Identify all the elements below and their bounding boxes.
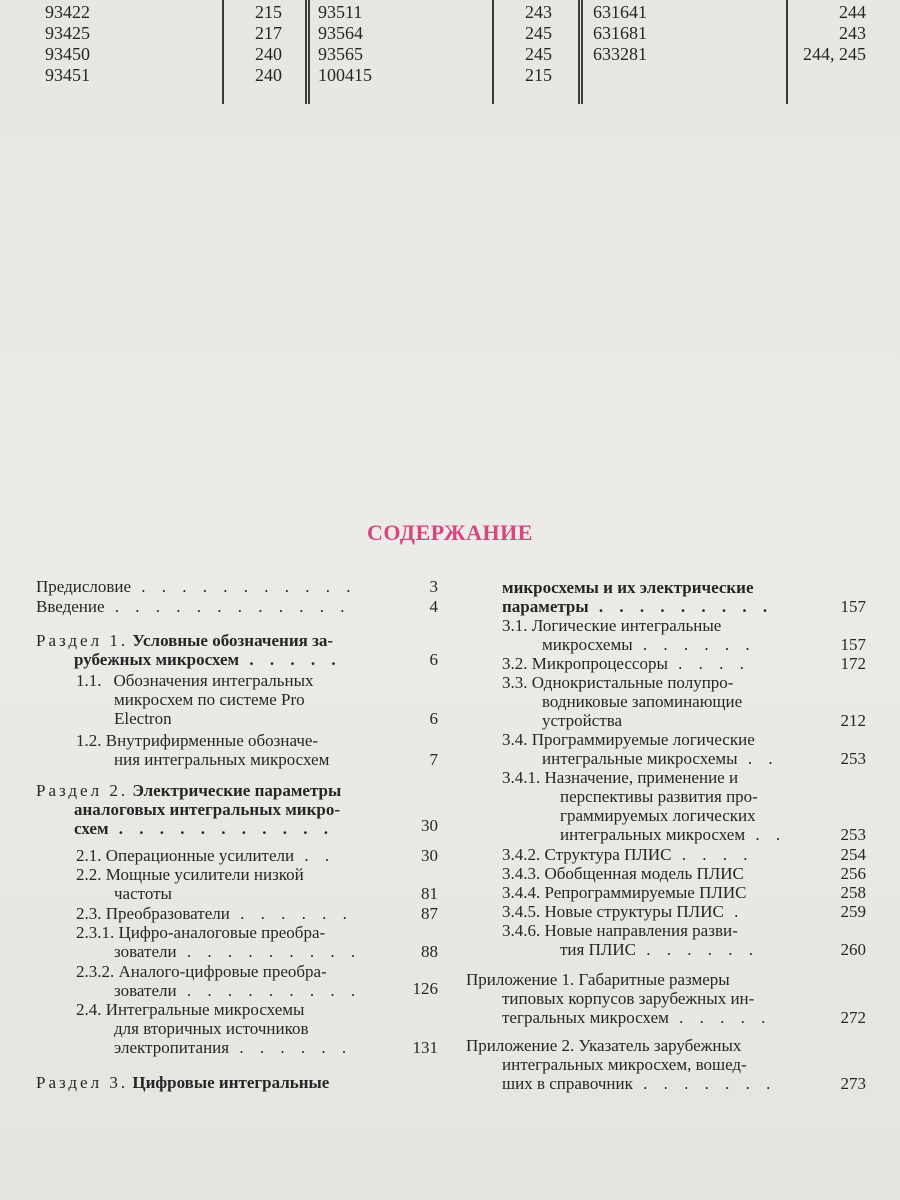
toc-entry-section-2: Раздел 2. Электрические параметры аналоговых интегральных микро- схем . . . . . . . . . . .: [36, 781, 342, 838]
toc-page-number: 4: [429, 597, 438, 616]
toc-page-number: 126: [412, 979, 438, 998]
toc-entry-number: 3.4.1.: [502, 768, 541, 787]
toc-entry-title-cont: Electron: [114, 709, 172, 728]
toc-entry-title-cont: схем: [74, 819, 109, 838]
toc-page-number: 253: [840, 825, 866, 844]
toc-page-number: 157: [840, 635, 866, 654]
index-page: 243: [525, 2, 552, 22]
column-divider: [578, 0, 583, 104]
toc-entry-3-3: [502, 673, 808, 730]
toc-section-prefix: Приложение 2.: [466, 1036, 575, 1055]
toc-entry-title: Габаритные размеры: [578, 970, 730, 989]
toc-entry-title-cont: электропитания: [114, 1038, 230, 1057]
toc-entry-number: 2.4.: [76, 1000, 102, 1019]
toc-page-number: 7: [429, 750, 438, 769]
toc-entry-title: Мощные усилители низкой: [105, 865, 304, 884]
toc-entry-title: Электрические параметры: [132, 781, 342, 800]
toc-entry-section-3-cont: микросхемы и их электрические параметры . . . . . . . . .: [502, 578, 774, 616]
index-page: 217: [255, 23, 282, 43]
toc-entry-number: 2.2.: [76, 865, 102, 884]
toc-entry-number: 3.3.: [502, 673, 528, 692]
toc-entry-number: 3.4.5.: [502, 902, 541, 921]
toc-section-prefix: Раздел 2.: [36, 781, 129, 800]
index-pages-col1: [230, 2, 282, 86]
toc-entry-2-3: 2.3. Преобразователи . . . . . .: [76, 904, 353, 923]
toc-entry-title-cont: параметры: [502, 597, 589, 616]
toc-entry-number: 3.4.: [502, 730, 528, 749]
column-divider: [492, 0, 494, 104]
toc-entry-title-cont: тегральных микросхем: [502, 1008, 669, 1027]
toc-page-number: 30: [421, 846, 438, 865]
toc-page-number: 253: [840, 749, 866, 768]
toc-entry-title-cont: микросхемы: [542, 635, 633, 654]
index-page: 243: [839, 23, 866, 43]
toc-entry-3-4-3: [502, 864, 808, 883]
index-number: 633281: [593, 44, 647, 64]
index-page: 215: [255, 2, 282, 22]
index-number: 93451: [45, 65, 90, 85]
toc-entry-introduction: Введение . . . . . . . . . . . .: [36, 597, 351, 616]
toc-entry-title-cont: для вторичных источников: [114, 1019, 309, 1038]
index-number: 93450: [45, 44, 90, 64]
index-number: 93422: [45, 2, 90, 22]
toc-entry-title-cont: тия ПЛИС: [560, 940, 637, 959]
toc-entry-title-cont: устройства: [542, 711, 623, 730]
toc-entry-title-cont: ния интегральных микросхем: [114, 750, 330, 769]
toc-page-number: 258: [840, 883, 866, 902]
toc-page-number: 87: [421, 904, 438, 923]
toc-entry-title: Цифро-аналоговые преобра-: [118, 923, 326, 942]
toc-page-number: 260: [840, 940, 866, 959]
toc-entry-number: 3.4.3.: [502, 864, 541, 883]
toc-entry-2-1: 2.1. Операционные усилители . .: [76, 846, 336, 865]
toc-page-number: 256: [840, 864, 866, 883]
toc-page-number: 30: [421, 816, 438, 835]
toc-entry-3-4-6: 3.4.6. Новые направления разви- тия ПЛИС . . . . . .: [502, 921, 760, 959]
toc-entry-number: 2.3.2.: [76, 962, 115, 981]
index-numbers-col3: [593, 2, 647, 65]
index-pages-col3: [790, 2, 866, 65]
toc-entry-title: Новые направления разви-: [544, 921, 738, 940]
toc-page-number: 6: [429, 650, 438, 669]
column-divider: [786, 0, 788, 104]
toc-page-number: 81: [421, 884, 438, 903]
toc-entry-3-1: 3.1. Логические интегральные микросхемы . . . . . .: [502, 616, 756, 654]
toc-entry-number: 1.2.: [76, 731, 102, 750]
index-number: 93425: [45, 23, 90, 43]
toc-entry-appendix-2: Приложение 2. Указатель зарубежных интегральных микросхем, вошед- ших в справочник . . . . . . .: [466, 1036, 777, 1093]
toc-entry-title-cont: зователи: [114, 981, 177, 1000]
toc-entry-title: Преобразователи: [105, 904, 230, 923]
toc-entry-title-cont: интегральные микросхемы: [542, 749, 738, 768]
toc-entry-number: 1.1.: [76, 671, 102, 690]
index-page: 240: [255, 65, 282, 85]
index-page: 215: [525, 65, 552, 85]
toc-entry-title-cont: частоты: [114, 884, 172, 903]
toc-entry-2-2: [76, 865, 386, 903]
toc-entry-title-cont: рубежных микросхем: [74, 650, 240, 669]
toc-entry-title: Однокристальные полупро-: [531, 673, 734, 692]
toc-entry-title: Программируемые логические: [531, 730, 755, 749]
index-page: 240: [255, 44, 282, 64]
toc-page-number: 131: [412, 1038, 438, 1057]
index-number: 93511: [318, 2, 363, 22]
toc-entry-title: Аналого-цифровые преобра-: [118, 962, 327, 981]
toc-entry-number: 3.1.: [502, 616, 528, 635]
toc-section-prefix: Раздел 3.: [36, 1073, 129, 1092]
toc-entry-2-3-1: 2.3.1. Цифро-аналоговые преобра- зователи . . . . . . . . .: [76, 923, 362, 961]
toc-section-prefix: Приложение 1.: [466, 970, 575, 989]
toc-entry-title-cont: микросхем по системе Pro: [114, 690, 305, 709]
toc-section-prefix: Раздел 1.: [36, 631, 129, 650]
toc-entry-3-2: 3.2. Микропроцессоры . . . .: [502, 654, 750, 673]
index-page: 244, 245: [803, 44, 866, 64]
index-pages-col2: [500, 2, 552, 86]
toc-page-number: 254: [840, 845, 866, 864]
toc-entry-title-cont: микросхемы и их электрические: [502, 578, 754, 597]
index-number: 93564: [318, 23, 363, 43]
toc-entry-title: Логические интегральные: [531, 616, 722, 635]
toc-entry-title-cont: ших в справочник: [502, 1074, 633, 1093]
index-number: 100415: [318, 65, 372, 85]
column-divider: [222, 0, 224, 104]
toc-entry-title: Внутрифирменные обозначе-: [105, 731, 319, 750]
toc-entry-title-cont: зователи: [114, 942, 177, 961]
index-numbers-col1: [45, 2, 90, 86]
toc-entry-number: 2.3.: [76, 904, 102, 923]
toc-page-number: 172: [840, 654, 866, 673]
toc-entry-2-4: 2.4. Интегральные микросхемы для вторичных источников электропитания . . . . . .: [76, 1000, 353, 1057]
toc-entry-title: Интегральные микросхемы: [105, 1000, 305, 1019]
index-number: 631681: [593, 23, 647, 43]
toc-entry-title: Цифровые интегральные: [132, 1073, 330, 1092]
toc-entry-number: 3.4.4.: [502, 883, 541, 902]
index-page: 244: [839, 2, 866, 22]
toc-page-number: 6: [429, 709, 438, 728]
toc-entry-3-4-1: 3.4.1. Назначение, применение и перспективы развития про- граммируемых логических интегральных микросхем . .: [502, 768, 787, 844]
toc-entry-title: Указатель зарубежных: [578, 1036, 742, 1055]
toc-page-number: 3: [429, 577, 438, 596]
toc-entry-preface: Предисловие . . . . . . . . . . .: [36, 577, 357, 596]
toc-entry-number: 2.3.1.: [76, 923, 115, 942]
toc-entry-3-4-2: 3.4.2. Структура ПЛИС . . . .: [502, 845, 754, 864]
toc-entry-title-cont: интегральных микросхем: [560, 825, 746, 844]
toc-entry-title-cont: водниковые запоминающие: [542, 692, 743, 711]
toc-entry-section-3: [36, 1073, 388, 1092]
toc-entry-title-cont: аналоговых интегральных микро-: [74, 800, 340, 819]
toc-entry-title-cont: перспективы развития про-: [560, 787, 758, 806]
toc-page-number: 272: [840, 1008, 866, 1027]
index-number: 631641: [593, 2, 647, 22]
toc-entry-title: Репрограммируемые ПЛИС: [544, 883, 747, 902]
toc-entry-1-1: [76, 671, 386, 728]
toc-entry-title: Обобщенная модель ПЛИС: [544, 864, 744, 883]
toc-entry-section-1: Раздел 1. Условные обозначения за- рубежных микросхем . . . . .: [36, 631, 342, 669]
toc-page-number: 88: [421, 942, 438, 961]
toc-title: СОДЕРЖАНИЕ: [367, 520, 533, 545]
toc-entry-title-cont: типовых корпусов зарубежных ин-: [502, 989, 755, 1008]
index-page: 245: [525, 44, 552, 64]
toc-entry-title: Микропроцессоры: [531, 654, 668, 673]
toc-entry-title-cont: граммируемых логических: [560, 806, 756, 825]
index-page: 245: [525, 23, 552, 43]
toc-entry-3-4: 3.4. Программируемые логические интегральные микросхемы . .: [502, 730, 779, 768]
toc-entry-3-4-4: [502, 883, 808, 902]
toc-entry-2-3-2: 2.3.2. Аналого-цифровые преобра- зователи . . . . . . . . .: [76, 962, 362, 1000]
toc-entry-number: 3.2.: [502, 654, 528, 673]
toc-entry-title-cont: интегральных микросхем, вошед-: [502, 1055, 747, 1074]
toc-page-number: 212: [840, 711, 866, 730]
toc-entry-title: Структура ПЛИС: [544, 845, 672, 864]
toc-entry-title: Предисловие: [36, 577, 132, 596]
toc-entry-title: Условные обозначения за-: [132, 631, 334, 650]
index-numbers-col2: [318, 2, 372, 86]
toc-entry-title: Введение: [36, 597, 105, 616]
toc-page-number: 259: [840, 902, 866, 921]
toc-entry-title: Операционные усилители: [105, 846, 295, 865]
toc-page-number: 273: [840, 1074, 866, 1093]
toc-entry-title: Назначение, применение и: [544, 768, 739, 787]
toc-page-number: 157: [840, 597, 866, 616]
toc-entry-number: 3.4.6.: [502, 921, 541, 940]
toc-entry-1-2: [76, 731, 386, 769]
index-number: 93565: [318, 44, 363, 64]
toc-entry-number: 3.4.2.: [502, 845, 541, 864]
toc-entry-title: Новые структуры ПЛИС: [544, 902, 724, 921]
column-divider: [305, 0, 310, 104]
toc-entry-appendix-1: Приложение 1. Габаритные размеры типовых корпусов зарубежных ин- тегральных микросхем . . . . .: [466, 970, 772, 1027]
toc-entry-title: Обозначения интегральных: [113, 671, 314, 690]
toc-entry-number: 2.1.: [76, 846, 102, 865]
toc-entry-3-4-5: 3.4.5. Новые структуры ПЛИС .: [502, 902, 745, 921]
